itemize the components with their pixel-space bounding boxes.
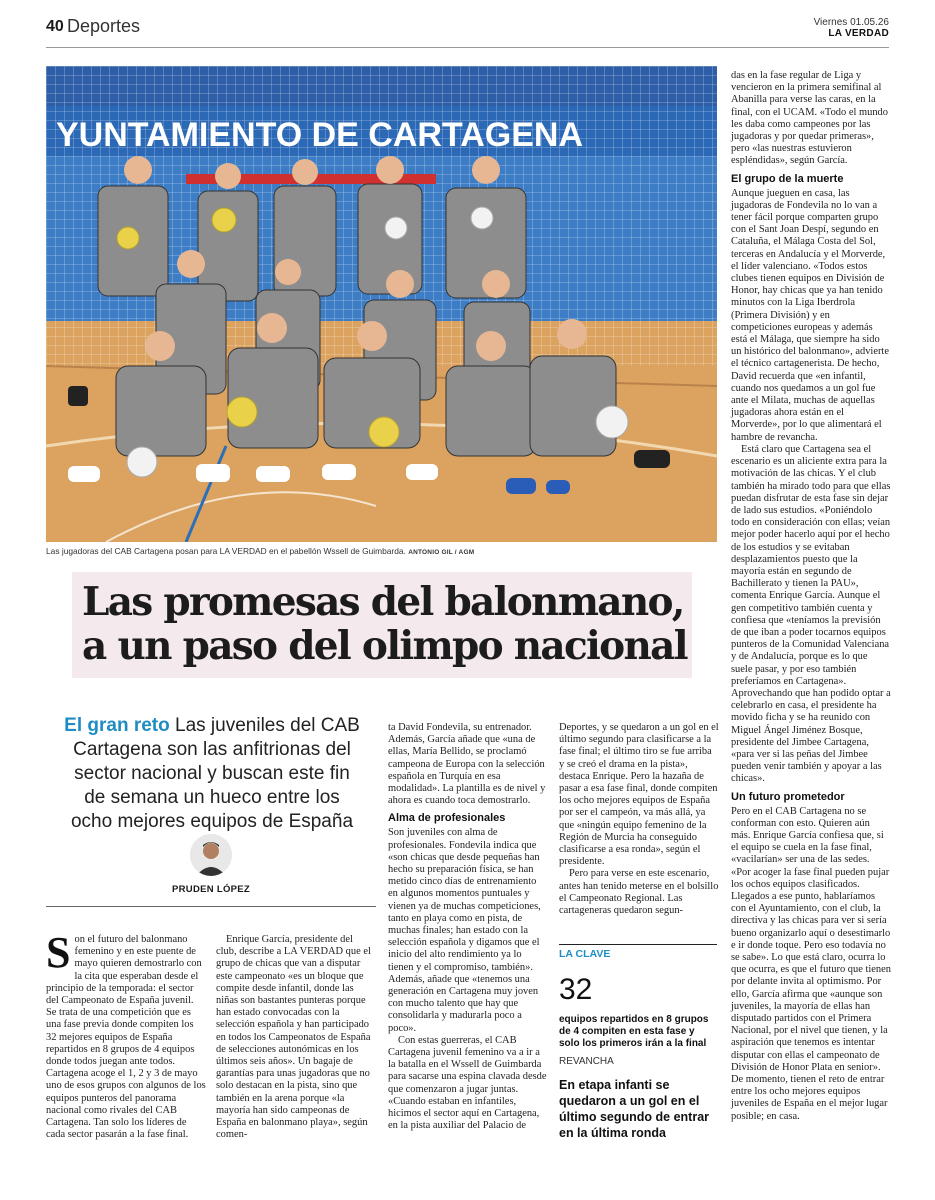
headline xyxy=(72,572,692,678)
headline-line-1: Las promesas del balonmano, xyxy=(82,579,684,625)
article-column-2 xyxy=(216,934,376,1141)
newspaper-name: LA VERDAD xyxy=(828,28,889,39)
key-fact-rule xyxy=(559,944,717,945)
subhead-grupo-muerte: El grupo de la muerte xyxy=(731,172,844,185)
section-name: Deportes xyxy=(67,16,141,36)
key-fact-box xyxy=(559,944,717,1141)
col5-paragraph-1: das en la fase regular de Liga y vencieron en la primera semifinal al Abanilla para verse las caras, en la final, con el UCAM. «Todo el mundo les daba como campeones por las jugadoras y por quedar primeras», pero «las nuestras estuvieron espléndidas», según García. xyxy=(731,70,888,167)
col3-paragraph-2: Son juveniles con alma de profesionales. Fondevila indica que «son chicas que desde pequeñas han hecho su preparación física, se han metido cinco días de entrenamiento en algunos momentos puntuales y vienen ya de muchas competiciones, tanto en playa como en pista, de muchas finales; han estado con la selección española y digamos que el inicio del alto rendimiento ya lo tienen y el compromiso, también». Además, añade que «tenemos una generación en Cartagena muy joven con mucho talento que hay que consolidarla y madurarla poco a poco». xyxy=(388,827,541,1034)
dropcap: S xyxy=(46,928,71,977)
photo-credit: ANTONIO GIL / AGM xyxy=(408,549,475,556)
photo-caption xyxy=(46,546,717,556)
author-avatar-illustration xyxy=(190,834,232,876)
article-column-4 xyxy=(559,722,719,917)
headline-line-2: a un paso del olimpo nacional xyxy=(82,623,687,669)
page-number: 40 xyxy=(46,18,64,35)
team-photo xyxy=(46,66,717,542)
subhead-futuro: Un futuro prometedor xyxy=(731,790,845,803)
team-photo-illustration xyxy=(46,66,717,542)
caption-text: Las jugadoras del CAB Cartagena posan para LA VERDAD en el pabellón Wssell de Guimbarda. xyxy=(46,546,406,556)
col2-paragraph-1: Enrique García, presidente del club, describe a LA VERDAD que el grupo de chicas que van a disputar este campeonato «es un bloque que compite desde infantil, donde las niñas son bastantes punteras porque han estado convocadas con la selección española y han participado en todos los Campeonatos de España de selecciones autonómicas en los últimos seis años». Un bagaje de garantías para unas jugadoras que no solo destacan en la pista, sino que también en la arena porque «la mayoría han sido campeonas de España en balonmano playa», según comen- xyxy=(216,934,371,1141)
col4-paragraph-1: Deportes, y se quedaron a un gol en el último segundo para clasificarse a la fase final; el último tiro se fue arriba y se creó el drama en la pista», destaca Enrique. Pero la hazaña de pasar a esa fase final, donde compiten los ocho mejores equipos de España por ser el campeón, va más allá, ya que «ningún equipo femenino de la Región de Murcia ha conseguido clasificarse a esa ronda», según el presidente. xyxy=(559,722,719,868)
revancha-text: En etapa infanti se quedaron a un gol en el último segundo de entrar en la última ronda xyxy=(559,1078,710,1140)
issue-date: Viernes 01.05.26 xyxy=(813,17,889,28)
author-byline: PRUDEN LÓPEZ xyxy=(171,884,251,895)
lede xyxy=(62,714,362,834)
key-fact-label: LA CLAVE xyxy=(559,948,611,960)
col5-paragraph-2: Aunque jueguen en casa, las jugadoras de Fondevila no lo van a tener fácil porque comparten grupo con el Sant Joan Despí, segundo en Cataluña, el Málaga Costa del Sol, terceras en Andalucía y el Morverde, el líder valenciano. «Todos estos clubes tienen equipos en División de Honor, hay chicas que ya han tenido minutos con la Liga Iberdrola (Primera División) y en competiciones europeas y además está el Málaga, que siempre ha sido un histórico del balonmano», advierte el técnico cartagenerista. De hecho, David recuerda que «en infantil, cuando nos quedamos a un gol fue ante el Milata, muchas de aquellas jugadoras ahora están en el Morverde», por lo que alimentará el hambre de revancha. xyxy=(731,187,889,443)
key-fact-number: 32 xyxy=(559,973,593,1006)
col1-paragraph-1: on el futuro del balonmano femenino y en este puente de mayo quieren demostrarlo con la cita que esperaban desde el principio de la temporada: el sector del Campeonato de España juvenil. Se trata de una competición que es una fase previa donde compiten los 32 mejores equipos de España repartidos en 8 grupos de 4 equipos donde todos juegan ante todos. Cartagena acoge el 1, 2 y 3 de mayo uno de esos grupos con algunos de los equipos punteros del panorama nacional como rivales del CAB Cartagena. Tan solo los líderes de cada sector pasarán a la fase final. xyxy=(46,934,206,1141)
lede-kicker: El gran reto xyxy=(64,715,170,736)
header-meta xyxy=(814,17,889,39)
revancha-label: REVANCHA xyxy=(559,1056,614,1067)
key-fact-note: equipos repartidos en 8 grupos de 4 compiten en esta fase y solo los primeros irán a la final xyxy=(559,1014,709,1049)
article-column-3 xyxy=(388,722,548,1133)
col5-paragraph-3: Está claro que Cartagena sea el escenario es un aliciente extra para la motivación de las chicas. Y el club también ha mirado todo para que ellas puedan disfrutar de esta fase sin dejar de lado sus estudios. «Poniéndolo todo en consideración con ellas; veían mejor poder hacerlo aquí por el hecho de los estudios y se evitaban desplazamientos puesto que la mayoría están en segundo de Bachillerato y tienen la PAU», comenta Enrique García. Aunque el gen competitivo también cuenta y confiesa que «teníamos la previsión de que iban a poder tocarnos equipos punteros de la Comunidad Valenciana y de Andalucía, porque es lo que suele pasar, y por eso también preferíamos en Cartagena». Aprovechando que han podido optar a celebrarlo en casa, el presidente ha movido ficha y se ha reunido con Miguel Ángel Jiménez Bosque, presidente del Jimbee Cartagena, «para ver si las peñas del Jimbee pueden venir también y apoyar a las chicas». xyxy=(731,443,891,785)
article-column-1 xyxy=(46,928,206,1141)
col3-paragraph-3: Con estas guerreras, el CAB Cartagena juvenil femenino va a ir a la batalla en el Wssell de Guimbarda para sacarse una espina clavada desde que comenzaron a jugar juntas. «Cuando estaban en infantiles, hicimos el sector aquí en Cartagena, en la pista auxiliar del Palacio de xyxy=(388,1034,547,1132)
page-header xyxy=(46,14,889,48)
byline-divider xyxy=(46,906,376,907)
col3-paragraph-1: ta David Fondevila, su entrenador. Además, García añade que «una de ellas, María Bellido, se proclamó campeona de Europa con la selección española en Turquía en esa modalidad». La plantilla es de nivel y ahora es cuando toca demostrarlo. xyxy=(388,722,546,807)
col5-paragraph-4: Pero en el CAB Cartagena no se conforman con esto. Quieren aún más. Enrique García confiesa que, si el equipo se cuela en la fase final, «vacilarían» ser una de las sedes. «Por acoger la fase final pueden pujar los ochos equipos clasificados. Llegados a ese punto, hablaríamos con el Ayuntamiento, con el club, la directiva y las chicas para ver si sería bueno organizarlo aquí o desestimarlo e ir donde toque. Pero eso todavía no se sabe». Lo que está claro, ocurra lo que ocurra, es que el futuro que tienen por delante invita al optimismo. Por ello, García afirma que «aunque son juveniles, la mayoría de ellas han disputado partidos con el Primera Nacional, por el nivel que tienen, y la aspiración que tenemos es intentar disputar con ellas el campeonato de División de Honor Plata en senior». De momento, tienen el reto de entrar entre los ocho mejores equipos juveniles de España en el mejor lugar posible; en casa. xyxy=(731,805,891,1122)
lede-text: Las juveniles del CAB Cartagena son las anfitrionas del sector nacional y buscan este fin de semana un hueco entre los ocho mejores equipos de España xyxy=(70,715,360,832)
article-column-5 xyxy=(731,70,891,1123)
col4-paragraph-2: Pero para verse en este escenario, antes han tenido meterse en el bolsillo el Campeonato Regional. Las cartageneras quedaron segun- xyxy=(559,868,719,917)
author-avatar xyxy=(190,834,232,876)
subhead-alma: Alma de profesionales xyxy=(388,812,506,825)
